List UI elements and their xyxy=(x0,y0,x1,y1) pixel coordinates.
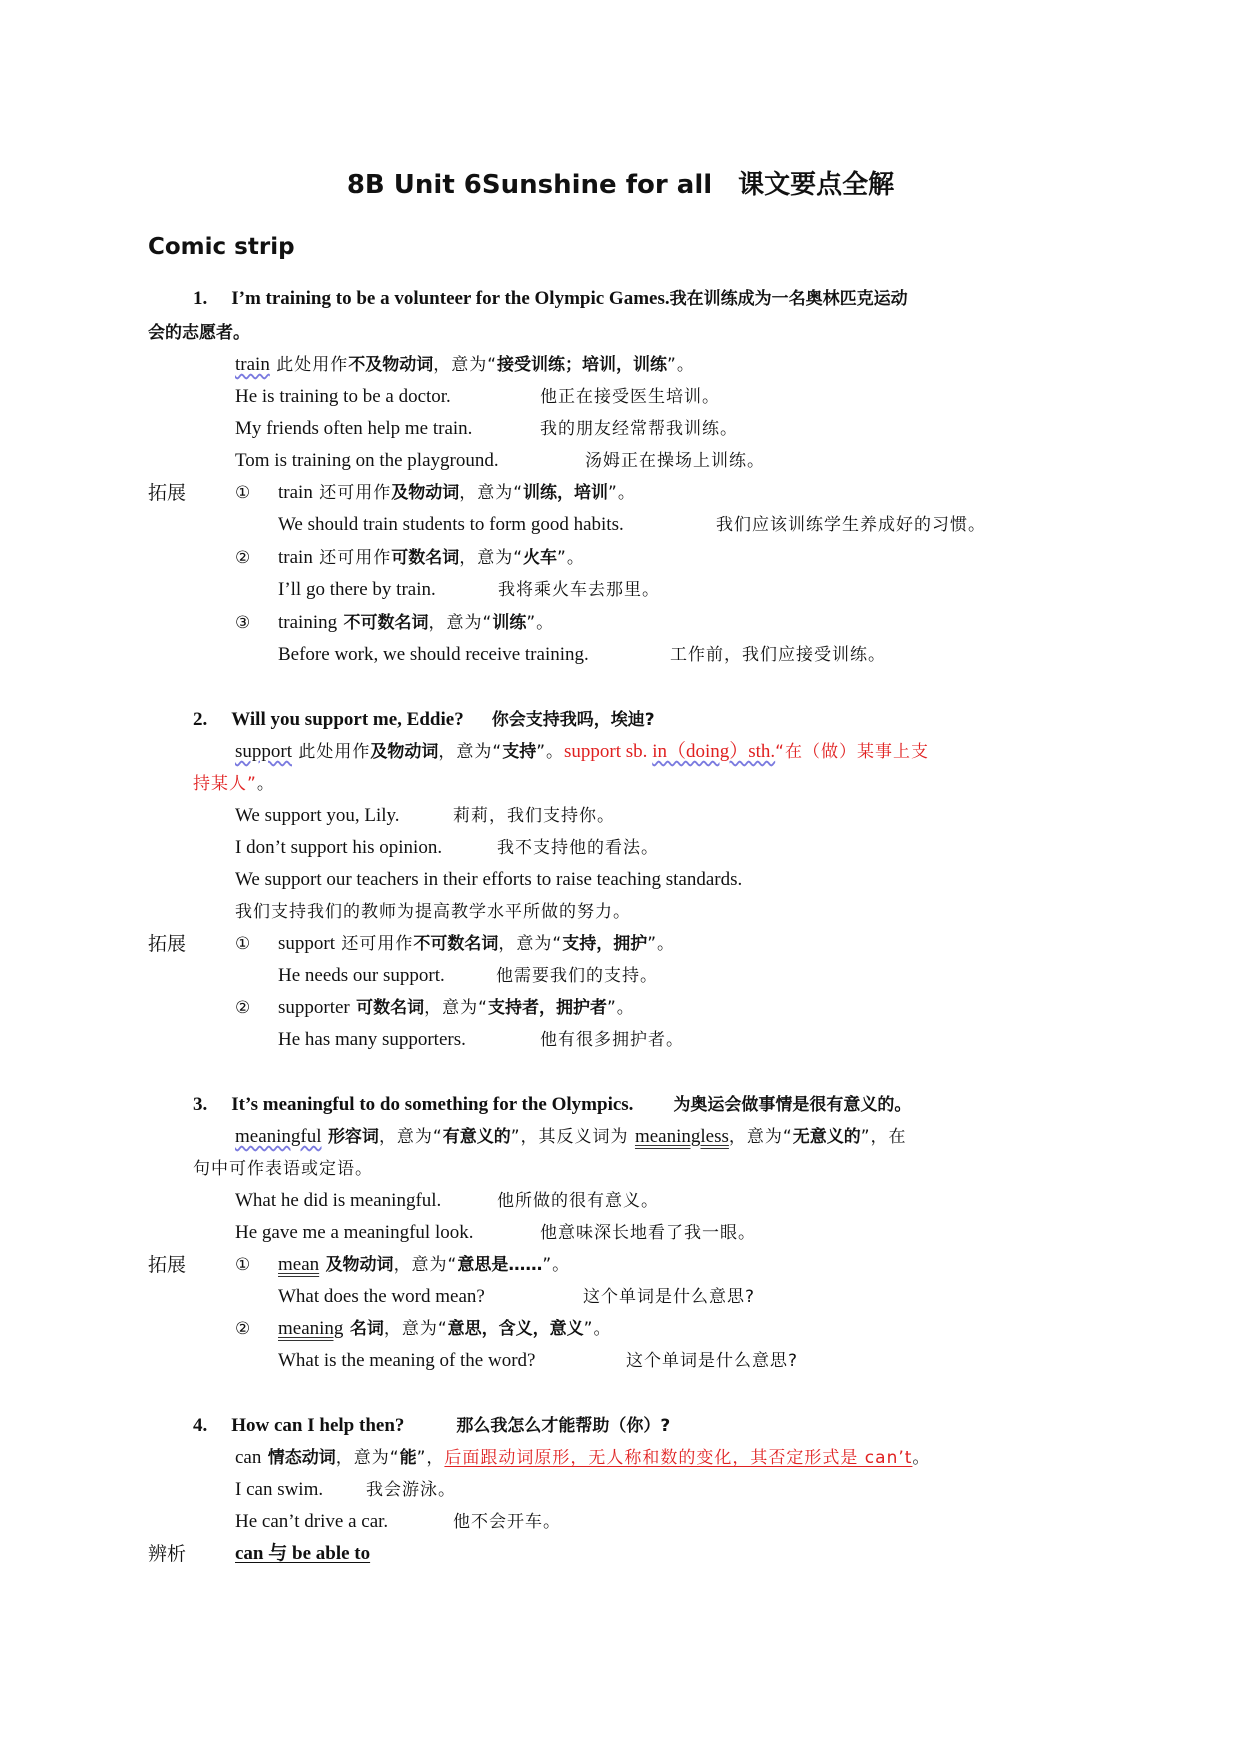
highlight-phrase: 持某人” xyxy=(193,774,257,794)
note-text: 还可用作 xyxy=(312,548,392,568)
note-bold: 支持 xyxy=(502,742,537,762)
note-text: ，意为“ xyxy=(728,1127,793,1147)
example-en: We should train students to form good habits. xyxy=(278,514,624,535)
example-en: Tom is training on the playground. xyxy=(235,450,499,471)
item-sentence: Will you support me, Eddie? xyxy=(231,709,464,730)
example-cn: 这个单词是什么意思? xyxy=(583,1287,756,1307)
expand-tag: 拓展 xyxy=(148,1254,187,1276)
ext-line xyxy=(235,480,636,506)
item-1-heading xyxy=(193,286,908,312)
keyword: train xyxy=(278,482,313,503)
item-2-heading xyxy=(193,707,655,733)
distinguish-heading: can 与 be able to xyxy=(235,1543,371,1564)
highlight-phrase: “在（做）某事上支 xyxy=(775,742,929,762)
example-line xyxy=(235,835,659,861)
example-line xyxy=(278,577,660,603)
example-en: We support you, Lily. xyxy=(235,805,400,826)
note-text: ”。 xyxy=(606,998,635,1018)
example-en: I can swim. xyxy=(235,1479,324,1500)
note-bold: 及物动词 xyxy=(325,1255,394,1275)
highlight-phrase: support sb. xyxy=(564,741,653,762)
note-text: 还可用作 xyxy=(335,934,414,954)
item-translation: 那么我怎么才能帮助（你）? xyxy=(456,1416,671,1436)
example-cn: 这个单词是什么意思? xyxy=(626,1351,799,1371)
example-cn: 他所做的很有意义。 xyxy=(497,1191,659,1211)
example-en: He gave me a meaningful look. xyxy=(235,1222,474,1243)
example-en: He can’t drive a car. xyxy=(235,1511,389,1532)
keyword: train xyxy=(235,354,270,375)
keyword: meaningful xyxy=(235,1126,322,1147)
note-bold: 无意义的 xyxy=(792,1127,861,1147)
note-text: ，意为“ xyxy=(424,998,488,1018)
note-bold: 接受训练；培训，训练 xyxy=(497,355,668,375)
ext-line xyxy=(235,545,585,571)
example-en: What does the word mean? xyxy=(278,1286,485,1307)
highlight-phrase: 后面跟动词原形，无人称和数的变化，其否定形式是 can’t xyxy=(444,1448,913,1468)
item-sentence: How can I help then? xyxy=(231,1415,405,1436)
note-text: ”。 xyxy=(557,548,585,568)
note-bold: 意思是…… xyxy=(457,1255,543,1275)
circled-number: ② xyxy=(235,548,251,568)
note-bold: 支持者，拥护者 xyxy=(487,998,607,1018)
note-text: ，意为“ xyxy=(393,1255,458,1275)
keyword: training xyxy=(278,612,338,633)
example-line xyxy=(235,1220,756,1246)
note-text: ，意为“ xyxy=(378,1127,443,1147)
example-cn: 他意味深长地看了我一眼。 xyxy=(540,1223,756,1243)
example-en: We support our teachers in their efforts to raise teaching standards. xyxy=(235,869,743,890)
item-4-heading xyxy=(193,1413,670,1439)
ext-line xyxy=(235,1316,611,1342)
example-line xyxy=(278,1284,755,1310)
circled-number: ① xyxy=(235,1255,251,1275)
example-line xyxy=(235,416,738,442)
note-text: ”。 xyxy=(647,934,676,954)
item-3-note-cont: 句中可作表语或定语。 xyxy=(193,1159,373,1179)
item-4-note xyxy=(235,1445,930,1471)
example-en: He has many supporters. xyxy=(278,1029,466,1050)
example-line xyxy=(278,1348,798,1374)
example-line xyxy=(278,963,658,989)
example-en: What is the meaning of the word? xyxy=(278,1350,536,1371)
note-text: ，意为“ xyxy=(335,1448,400,1468)
ext-line xyxy=(235,1252,570,1278)
note-bold: 不可数名词 xyxy=(343,613,429,633)
note-text: ，意为“ xyxy=(433,355,498,375)
note-text: 。 xyxy=(256,774,275,794)
example-cn: 我会游泳。 xyxy=(366,1480,456,1500)
item-sentence: It’s meaningful to do something for the Olympics. xyxy=(231,1094,634,1115)
item-2-note-cont xyxy=(193,771,275,797)
note-bold: 支持，拥护 xyxy=(562,934,648,954)
note-bold: 意思，含义，意义 xyxy=(447,1319,584,1339)
note-text: ”。 xyxy=(583,1319,612,1339)
example-cn: 我不支持他的看法。 xyxy=(497,838,659,858)
example-en: He is training to be a doctor. xyxy=(235,386,451,407)
example-en: What he did is meaningful. xyxy=(235,1190,442,1211)
note-text: 还可用作 xyxy=(312,483,392,503)
keyword: mean xyxy=(278,1254,320,1275)
note-text: ，意为“ xyxy=(459,548,524,568)
example-line xyxy=(235,1477,456,1503)
item-1-translation-cont: 会的志愿者。 xyxy=(148,323,250,343)
note-text: 。 xyxy=(912,1448,931,1468)
item-translation: 为奥运会做事情是很有意义的。 xyxy=(673,1095,912,1115)
example-cn: 我将乘火车去那里。 xyxy=(498,580,660,600)
item-number: 1. xyxy=(193,288,208,309)
example-cn: 莉莉，我们支持你。 xyxy=(453,806,615,826)
note-bold: 训练，培训 xyxy=(523,483,609,503)
note-bold: 及物动词 xyxy=(391,483,460,503)
example-cn: 我们支持我们的教师为提高教学水平所做的努力。 xyxy=(235,902,631,922)
example-line xyxy=(235,803,615,829)
keyword: train xyxy=(278,547,313,568)
example-line xyxy=(235,384,720,410)
keyword: supporter xyxy=(278,997,350,1018)
note-text: ”。 xyxy=(542,1255,571,1275)
ext-line xyxy=(235,610,554,636)
note-bold: 火车 xyxy=(523,548,558,568)
note-text: 此处用作 xyxy=(269,355,349,375)
item-number: 4. xyxy=(193,1415,208,1436)
expand-tag: 拓展 xyxy=(148,482,187,504)
note-bold: 情态动词 xyxy=(267,1448,336,1468)
ext-line xyxy=(235,995,635,1021)
circled-number: ② xyxy=(235,1319,251,1339)
circled-number: ② xyxy=(235,998,251,1018)
circled-number: ① xyxy=(235,483,251,503)
example-cn: 他需要我们的支持。 xyxy=(496,966,658,986)
example-line xyxy=(278,1027,684,1053)
item-1-note xyxy=(235,352,695,378)
note-bold: 可数名词 xyxy=(391,548,460,568)
keyword: meaning xyxy=(278,1318,344,1339)
example-cn: 他有很多拥护者。 xyxy=(540,1030,684,1050)
keyword: support xyxy=(235,741,292,762)
note-text: ，意为“ xyxy=(459,483,524,503)
example-en: My friends often help me train. xyxy=(235,418,473,439)
note-text: ”， xyxy=(416,1448,445,1468)
item-number: 2. xyxy=(193,709,208,730)
example-en: He needs our support. xyxy=(278,965,445,986)
note-bold: 不及物动词 xyxy=(348,355,434,375)
item-2-note xyxy=(235,739,929,765)
item-3-heading xyxy=(193,1092,911,1118)
note-bold: 能 xyxy=(399,1448,417,1468)
example-cn: 汤姆正在操场上训练。 xyxy=(585,451,765,471)
note-text: ”。 xyxy=(526,613,555,633)
note-text: ”。 xyxy=(667,355,695,375)
item-translation: 我在训练成为一名奥林匹克运动 xyxy=(669,289,908,309)
circled-number: ③ xyxy=(235,613,251,633)
example-line xyxy=(235,1509,561,1535)
keyword: support xyxy=(278,933,335,954)
item-sentence: I’m training to be a volunteer for the Olympic Games. xyxy=(231,288,670,309)
section-heading: Comic strip xyxy=(148,234,295,260)
item-3-note xyxy=(235,1124,907,1150)
note-bold: 训练 xyxy=(492,613,527,633)
note-bold: 及物动词 xyxy=(370,742,439,762)
example-line xyxy=(278,512,986,538)
example-cn: 他不会开车。 xyxy=(453,1512,561,1532)
highlight-phrase: in（doing）sth. xyxy=(652,741,776,762)
expand-tag: 拓展 xyxy=(148,933,187,955)
circled-number: ① xyxy=(235,934,251,954)
ext-line xyxy=(235,931,675,957)
note-text: ，意为“ xyxy=(438,742,503,762)
note-text: 此处用作 xyxy=(292,742,371,762)
note-text: ，意为“ xyxy=(498,934,563,954)
example-cn: 他正在接受医生培训。 xyxy=(540,387,720,407)
note-bold: 有意义的 xyxy=(442,1127,511,1147)
example-en: I don’t support his opinion. xyxy=(235,837,443,858)
note-bold: 不可数名词 xyxy=(413,934,499,954)
note-text: ”，在 xyxy=(860,1127,907,1147)
item-number: 3. xyxy=(193,1094,208,1115)
keyword: can xyxy=(235,1447,262,1468)
example-line xyxy=(235,448,765,474)
note-text: ”。 xyxy=(608,483,636,503)
example-en: I’ll go there by train. xyxy=(278,579,436,600)
note-text: ”，其反义词为 xyxy=(510,1127,635,1147)
note-text: ”。 xyxy=(536,742,565,762)
note-bold: 可数名词 xyxy=(356,998,425,1018)
note-bold: 名词 xyxy=(349,1319,384,1339)
example-cn: 工作前，我们应接受训练。 xyxy=(670,645,886,665)
note-bold: 形容词 xyxy=(327,1127,379,1147)
example-en: Before work, we should receive training. xyxy=(278,644,589,665)
distinguish-tag: 辨析 xyxy=(148,1543,187,1565)
keyword-antonym: meaningless xyxy=(634,1126,729,1147)
example-cn: 我的朋友经常帮我训练。 xyxy=(540,419,738,439)
page-title: 8B Unit 6Sunshine for all 课文要点全解 xyxy=(346,170,895,200)
example-cn: 我们应该训练学生养成好的习惯。 xyxy=(716,515,986,535)
item-translation: 你会支持我吗，埃迪? xyxy=(491,710,655,730)
example-line xyxy=(235,1188,659,1214)
note-text: ，意为“ xyxy=(383,1319,448,1339)
example-line xyxy=(278,642,886,668)
note-text: ，意为“ xyxy=(428,613,493,633)
